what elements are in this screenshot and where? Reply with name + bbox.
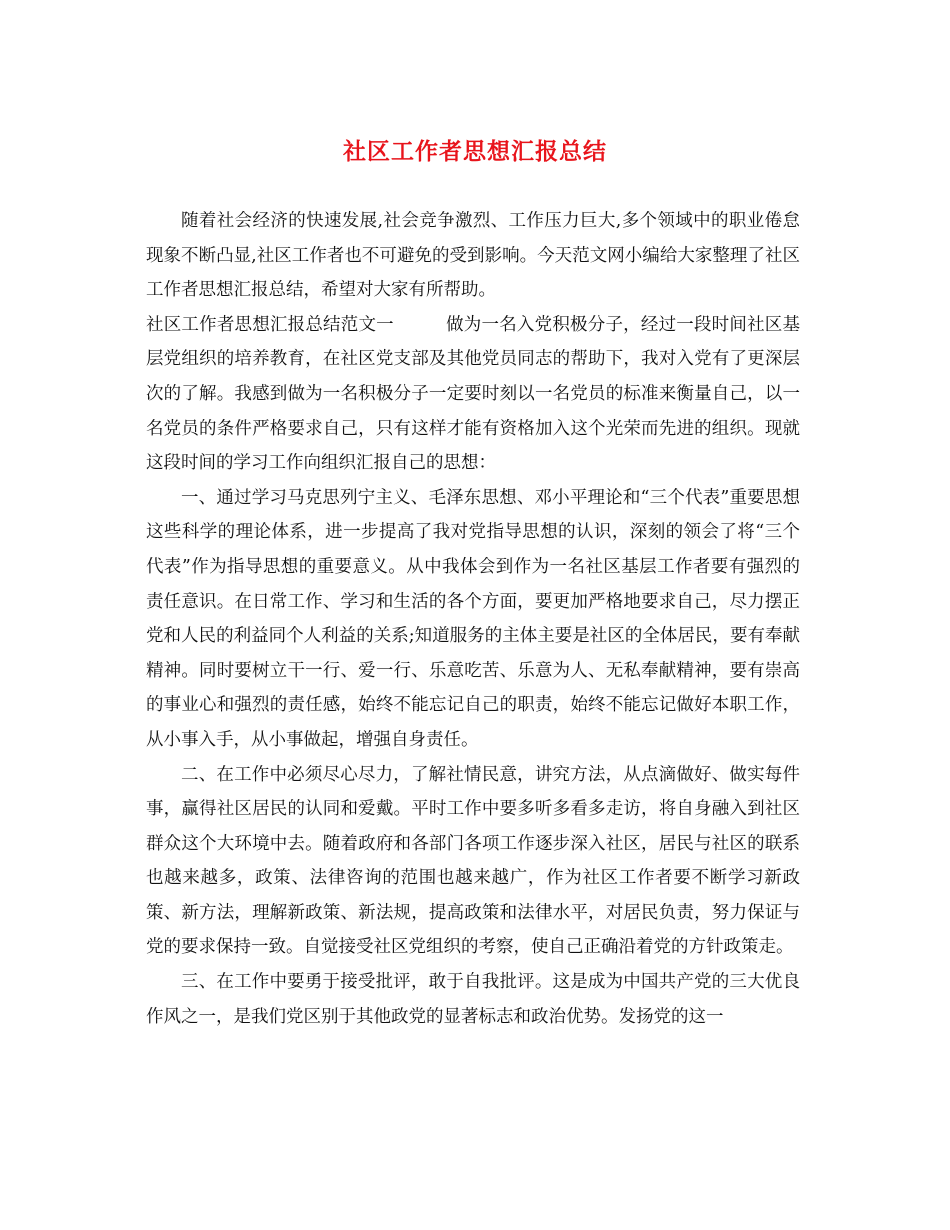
body-paragraph-3: 三、在工作中要勇于接受批评，敢于自我批评。这是成为中国共产党的三大优良作风之一，是我们党区别于其他政党的显著标志和政治优势。发扬党的这一 — [146, 972, 800, 1027]
intro-paragraph: 随着社会经济的快速发展,社会竞争激烈、工作压力巨大,多个领域中的职业倦怠现象不断凸显,社区工作者也不可避免的受到影响。今天范文网小编给大家整理了社区工作者思想汇报总结，希望对大家有所帮助。 — [146, 211, 800, 301]
body-paragraph-2: 二、在工作中必须尽心尽力，了解社情民意，讲究方法，从点滴做好、做实每件事，赢得社区居民的认同和爱戴。平时工作中要多听多看多走访，将自身融入到社区群众这个大环境中去。随着政府和各部门各项工作逐步深入社区，居民与社区的联系也越来越多，政策、法律咨询的范围也越来越广，作为社区工作者要不断学习新政策、新方法，理解新政策、新法规，提高政策和法律水平，对居民负责，努力保证与党的要求保持一致。自觉接受社区党组织的考察，使自己正确沿着党的方针政策走。 — [146, 764, 800, 958]
document-body — [146, 204, 800, 1034]
section-text: 做为一名入党积极分子，经过一段时间社区基层党组织的培养教育，在社区党支部及其他党员同志的帮助下，我对入党有了更深层次的了解。我感到做为一名积极分子一定要时刻以一名党员的标准来衡量自己，以一名党员的条件严格要求自己，只有这样才能有资格加入这个光荣而先进的组织。现就这段时间的学习工作向组织汇报自己的思想： — [146, 314, 801, 474]
section-label: 社区工作者思想汇报总结范文一 — [146, 314, 394, 335]
section-paragraph — [146, 308, 800, 481]
body-paragraph-1: 一、通过学习马克思列宁主义、毛泽东思想、邓小平理论和“三个代表”重要思想这些科学的理论体系，进一步提高了我对党指导思想的认识，深刻的领会了将“三个代表”作为指导思想的重要意义。从中我体会到作为一名社区基层工作者要有强烈的责任意识。在日常工作、学习和生活的各个方面，要更加严格地要求自己，尽力摆正党和人民的利益同个人利益的关系;知道服务的主体主要是社区的全体居民，要有奉献精神。同时要树立干一行、爱一行、乐意吃苦、乐意为人、无私奉献精神，要有崇高的事业心和强烈的责任感，始终不能忘记自己的职责，始终不能忘记做好本职工作，从小事入手，从小事做起，增强自身责任。 — [146, 487, 800, 750]
document-title: 社区工作者思想汇报总结 — [343, 138, 607, 165]
